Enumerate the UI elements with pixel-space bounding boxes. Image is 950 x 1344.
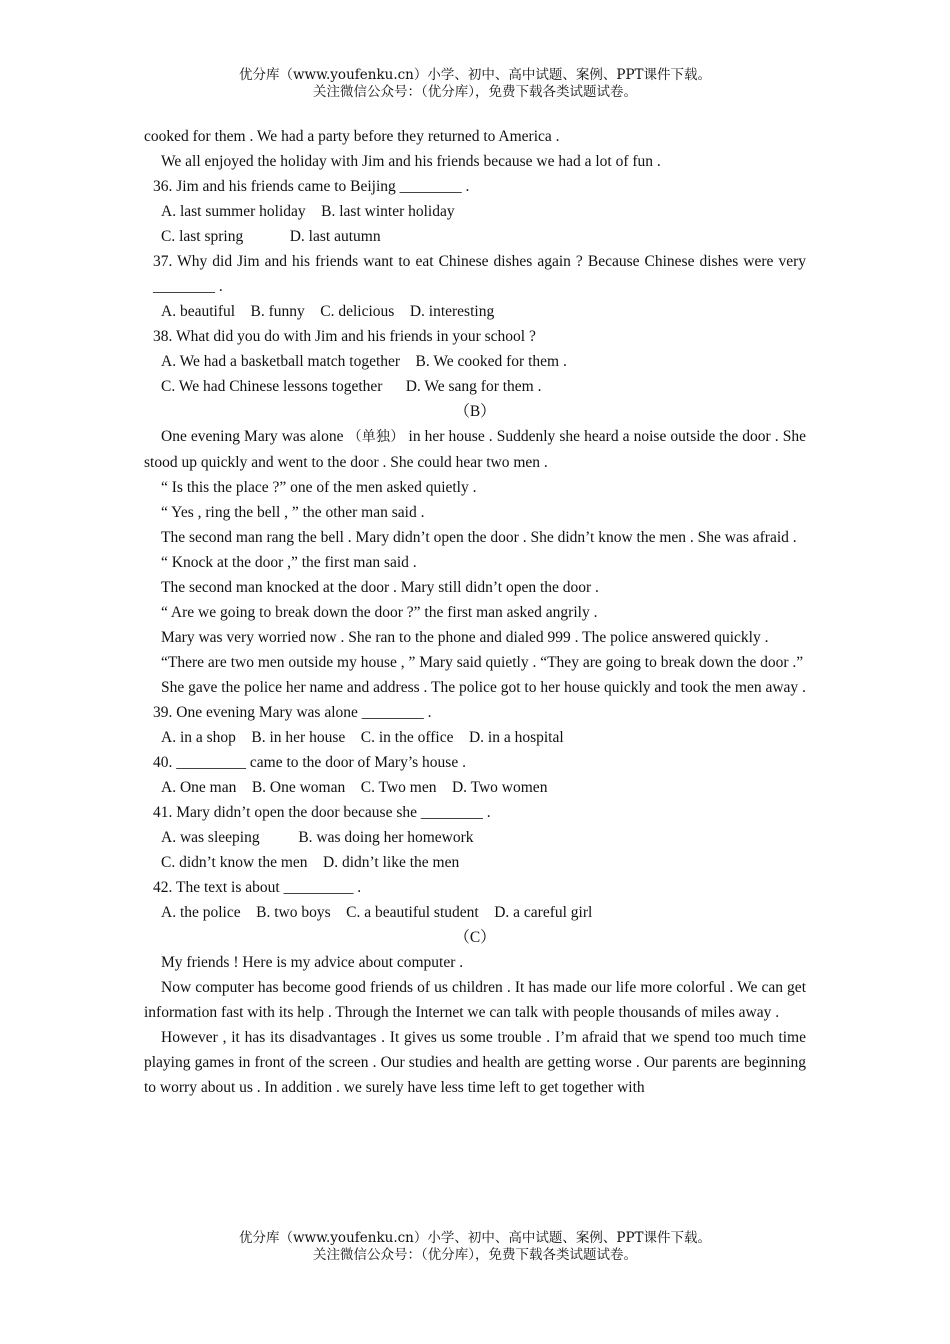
passage-b-paragraph-2: “ Is this the place ?” one of the men asked quietly . [161,479,477,496]
section-b-label: （B） [454,403,496,420]
page-footer [0,1230,950,1264]
passage-c-paragraph-2: Now computer has become good friends of us children . It has made our life more colorful . We can get information fast with its help . Through the Internet we can talk with people thousands of miles away . [144,979,806,1021]
question-41-stem: 41. Mary didn’t open the door because she ________ . [153,804,491,821]
page-content [144,124,806,1100]
passage-b-paragraph-4: The second man rang the bell . Mary didn’t open the door . She didn’t know the men . She was afraid . [161,529,797,546]
footer-line-1: 优分库（www.youfenku.cn）小学、初中、高中试题、案例、PPT课件下载。 [238,1230,712,1246]
question-42-options: A. the police B. two boys C. a beautiful student D. a careful girl [161,904,593,921]
passage-b-text: in her house . Suddenly she heard a noise outside the door . She stood up quickly and went to the door . She could hear two men . [144,428,807,471]
passage-a-continuation: cooked for them . We had a party before they returned to America . [144,128,560,145]
header-line-1: 优分库（www.youfenku.cn）小学、初中、高中试题、案例、PPT课件下载。 [238,67,712,83]
passage-b-paragraph-3: “ Yes , ring the bell , ” the other man said . [161,504,425,521]
passage-b-text: One evening Mary was alone [161,428,348,445]
question-37-stem: 37. Why did Jim and his friends want to eat Chinese dishes again ? Because Chinese dishes were very ________ . [153,253,806,295]
section-c-label: （C） [454,929,496,946]
passage-b-paragraph-10: She gave the police her name and address . The police got to her house quickly and took the men away . [161,679,806,696]
question-40-options: A. One man B. One woman C. Two men D. Two women [161,779,548,796]
header-line-2: 关注微信公众号：（优分库），免费下载各类试题试卷。 [313,84,637,100]
passage-b-paragraph-6: The second man knocked at the door . Mary still didn’t open the door . [161,579,599,596]
question-39-options: A. in a shop B. in her house C. in the office D. in a hospital [161,729,564,746]
passage-a-paragraph: We all enjoyed the holiday with Jim and his friends because we had a lot of fun . [161,153,661,170]
question-40-stem: 40. _________ came to the door of Mary’s house . [153,754,466,771]
page-header [0,67,950,101]
question-39-stem: 39. One evening Mary was alone ________ . [153,704,432,721]
question-38-options-row-2: C. We had Chinese lessons together D. We sang for them . [161,378,542,395]
question-36-stem: 36. Jim and his friends came to Beijing ________ . [153,178,470,195]
question-38-options-row-1: A. We had a basketball match together B. We cooked for them . [161,353,567,370]
passage-b-paragraph-7: “ Are we going to break down the door ?” the first man asked angrily . [161,604,598,621]
question-41-options-row-1: A. was sleeping B. was doing her homework [161,829,474,846]
passage-b-paragraph-9: “There are two men outside my house , ” Mary said quietly . “They are going to break down the door .” [161,654,804,671]
question-42-stem: 42. The text is about _________ . [153,879,362,896]
question-36-options-row-2: C. last spring D. last autumn [161,228,381,245]
chinese-gloss: （单独） [347,429,405,445]
footer-line-2: 关注微信公众号：（优分库），免费下载各类试题试卷。 [313,1247,637,1263]
question-41-options-row-2: C. didn’t know the men D. didn’t like the men [161,854,460,871]
passage-c-paragraph-3: However , it has its disadvantages . It gives us some trouble . I’m afraid that we spend too much time playing games in front of the screen . Our studies and health are getting worse . Our parents are beginning to worry about us . In addition . we surely have less time left to get together with [144,1029,806,1096]
question-38-stem: 38. What did you do with Jim and his friends in your school ? [153,328,536,345]
question-36-options-row-1: A. last summer holiday B. last winter holiday [161,203,455,220]
passage-b-paragraph-1 [144,424,806,475]
passage-b-paragraph-8: Mary was very worried now . She ran to the phone and dialed 999 . The police answered quickly . [161,629,769,646]
question-37-options: A. beautiful B. funny C. delicious D. interesting [161,303,495,320]
passage-c-paragraph-1: My friends ! Here is my advice about computer . [161,954,464,971]
passage-b-paragraph-5: “ Knock at the door ,” the first man said . [161,554,417,571]
